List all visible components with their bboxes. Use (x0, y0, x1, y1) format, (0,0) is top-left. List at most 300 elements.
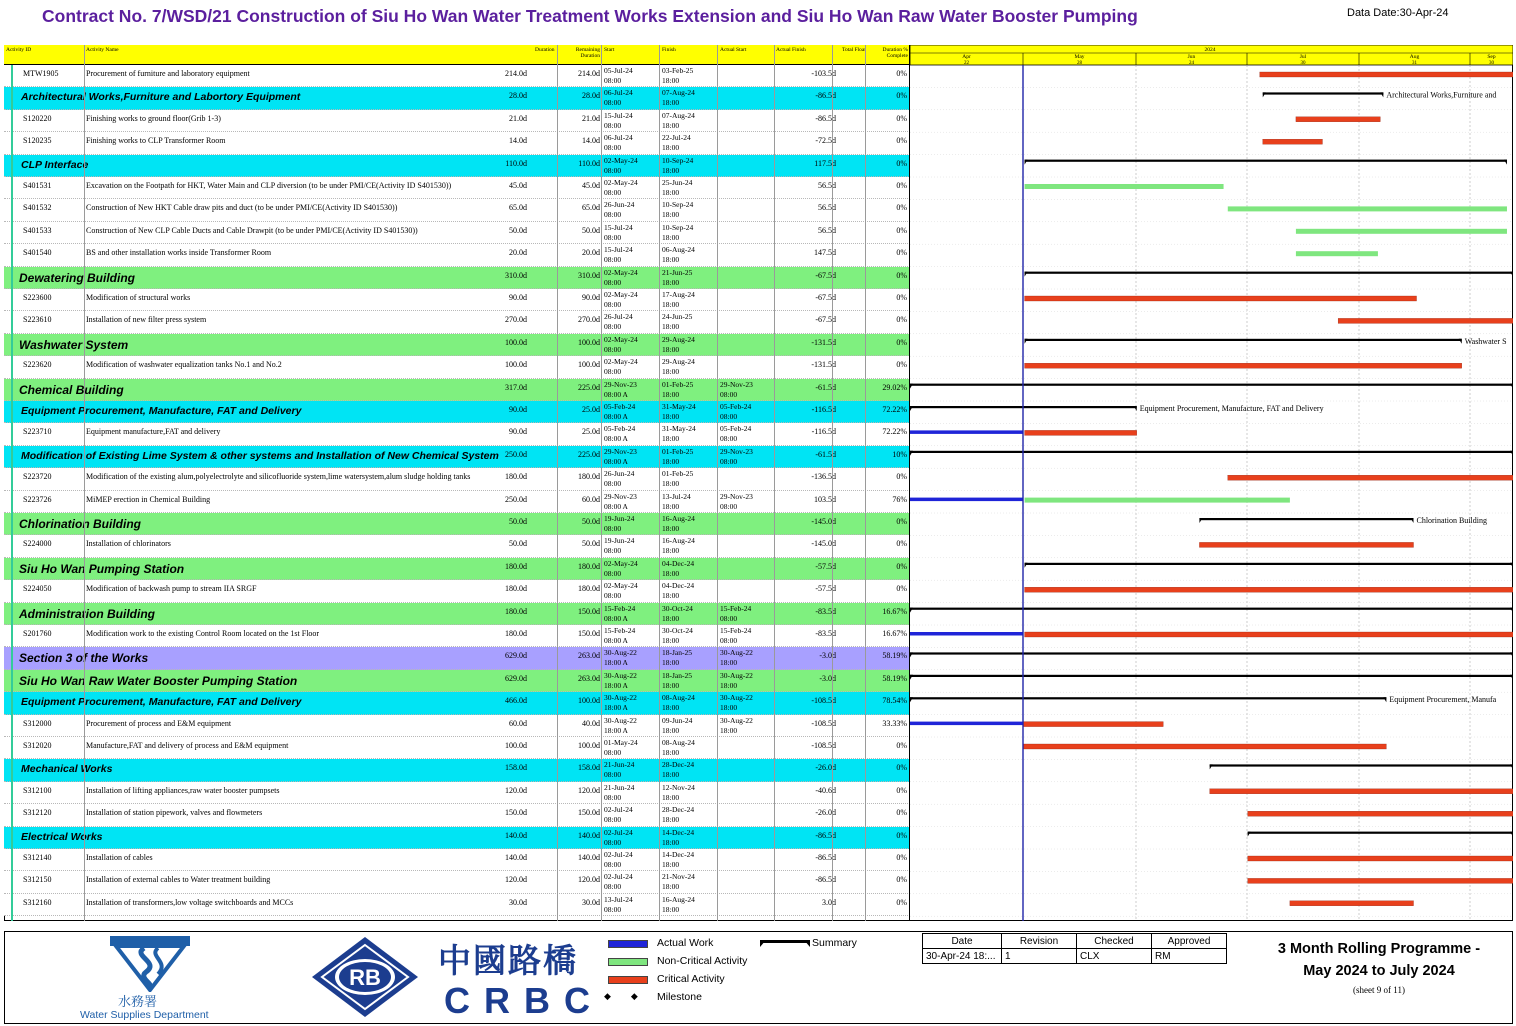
total-float-cell: -67.5d (815, 270, 836, 280)
critical-bar (1023, 744, 1387, 749)
finish-date-cell-date: 30-Oct-24 (662, 603, 693, 613)
remaining-cell: 110.0d (578, 158, 600, 168)
finish-date-cell-date: 18-Jan-25 (662, 648, 692, 658)
start-date-cell (604, 424, 635, 444)
duration-cell: 180.0d (505, 629, 527, 638)
total-float-cell: -61.5d (815, 382, 836, 392)
start-date-cell-date: 02-Jul-24 (604, 827, 633, 837)
start-date-cell (604, 693, 637, 713)
start-date-cell-date: 05-Jul-24 (604, 66, 633, 75)
col-divider (659, 45, 660, 921)
total-float-cell: -72.5d (815, 136, 836, 146)
critical-bar (1260, 72, 1513, 77)
pct-complete-cell: 0% (896, 113, 907, 123)
wbs-title: Administration Building (19, 606, 155, 621)
remaining-cell: 263.0d (578, 673, 600, 683)
total-float-cell: 103.5d (814, 494, 836, 504)
pct-complete-cell: 0% (896, 875, 907, 885)
pct-complete-cell: 58.19% (882, 673, 907, 683)
total-float-cell: -26.0d (815, 808, 836, 818)
finish-date-cell (662, 872, 695, 892)
total-float-cell: -131.5d (811, 337, 836, 347)
duration-cell: 45.0d (509, 181, 527, 190)
wbs-title: Equipment Procurement, Manufacture, FAT and Delivery (21, 405, 302, 417)
remaining-cell: 120.0d (578, 785, 600, 795)
col-header-start[interactable]: Start (604, 47, 615, 53)
actual-start-cell (720, 716, 753, 736)
col-header-remaining[interactable]: Remaining Duration (575, 47, 600, 59)
total-float-cell: 56.5d (818, 225, 836, 235)
total-float-cell: -131.5d (811, 360, 836, 370)
start-date-cell (604, 581, 638, 601)
start-date-cell-time: 08:00 (604, 479, 622, 489)
pct-complete-cell: 29.02% (882, 382, 907, 392)
pct-complete-cell: 58.19% (882, 651, 907, 661)
critical-bar (1338, 318, 1513, 323)
summary-bar (1025, 563, 1513, 565)
activity-id: S312000 (23, 718, 52, 728)
milestone-icon: ◆ ◆ (604, 991, 638, 1001)
activity-id: S224050 (23, 584, 52, 594)
activity-id: S223710 (23, 427, 52, 437)
rev-header-checked: Checked (1077, 934, 1152, 949)
total-float-cell: -40.6d (815, 785, 836, 795)
finish-date-cell (662, 88, 695, 108)
revision-value-row (923, 949, 1227, 964)
actual-start-cell (720, 604, 751, 624)
remaining-cell: 50.0d (582, 539, 600, 549)
col-header-actual-finish[interactable]: Actual Finish (776, 47, 806, 53)
finish-date-cell-time: 18:00 (662, 703, 680, 713)
pct-complete-cell: 78.54% (882, 696, 907, 706)
actual-start-cell (720, 380, 753, 400)
crbc-english-name: CRBC (444, 980, 604, 1021)
remaining-cell: 100.0d (578, 337, 600, 347)
start-date-cell-time: 08:00 (604, 322, 622, 332)
finish-date-cell (662, 760, 694, 780)
noncritical-bar (1296, 229, 1507, 234)
pct-complete-cell: 0% (896, 472, 907, 482)
summary-bar-end (1025, 339, 1028, 344)
legend-critical: Critical Activity (657, 973, 725, 985)
critical-bar (1248, 856, 1513, 861)
programme-title-line2: May 2024 to July 2024 (1303, 963, 1455, 979)
activity-id: S312140 (23, 853, 52, 862)
timescale-month-label: Jul (1299, 54, 1307, 60)
pct-complete-cell: 76% (892, 494, 907, 504)
gantt-bar-label: Equipment Procurement, Manufacture, FAT and Delivery (1139, 404, 1324, 413)
pct-complete-cell: 0% (896, 337, 907, 347)
finish-date-cell (662, 895, 695, 915)
critical-bar (1025, 587, 1513, 592)
actual-start-cell (720, 447, 753, 467)
start-date-cell-date: 02-May-24 (604, 267, 638, 277)
finish-date-cell-date: 21-Jun-25 (662, 267, 693, 277)
finish-date-cell (662, 693, 695, 713)
remaining-cell: 225.0d (578, 449, 600, 459)
duration-cell: 317.0d (505, 382, 527, 392)
finish-date-cell-time: 18:00 (662, 680, 680, 690)
legend-actual-work: Actual Work (657, 937, 714, 949)
summary-bar-end (1025, 272, 1028, 277)
rb-logo-text: RB (349, 965, 381, 990)
start-date-cell-date: 13-Jul-24 (604, 894, 633, 904)
start-date-cell-time: 08:00 (604, 210, 622, 220)
start-date-cell-date: 29-Nov-23 (604, 491, 637, 501)
finish-date-cell-time: 18:00 (662, 322, 680, 332)
total-float-cell: 147.5d (814, 248, 836, 258)
timescale-month-label: May (1074, 54, 1085, 60)
timescale-year-label: 2024 (1204, 47, 1216, 53)
start-date-cell-time: 08:00 A (604, 456, 628, 466)
start-date-cell-date: 26-Jun-24 (604, 200, 635, 210)
finish-date-cell (662, 268, 692, 288)
start-date-cell-time: 08:00 A (604, 501, 628, 511)
total-float-cell: -83.5d (815, 629, 836, 638)
actual-start-cell-time: 08:00 (720, 412, 738, 421)
activity-name: Excavation on the Footpath for HKT, Water Main and CLP diversion (to be under PMI/CE(Activity ID S401530)) (86, 181, 452, 190)
finish-date-cell-time: 18:00 (662, 748, 680, 757)
finish-date-cell-time: 18:00 (662, 837, 680, 847)
start-date-cell (604, 245, 633, 265)
finish-date-cell-time: 18:00 (662, 882, 680, 892)
rev-header-approved: Approved (1152, 934, 1227, 949)
start-date-cell-date: 02-May-24 (604, 581, 638, 591)
start-date-cell-date: 21-Jun-24 (604, 782, 635, 792)
pct-complete-cell: 0% (896, 248, 907, 258)
start-date-cell (604, 223, 633, 243)
remaining-cell: 50.0d (582, 225, 600, 235)
critical-bar (1228, 475, 1513, 480)
activity-name: Construction of New HKT Cable draw pits and duct (to be under PMI/CE(Activity ID S401530)) (86, 203, 398, 213)
col-header-name[interactable]: Activity Name (86, 47, 119, 53)
col-divider (557, 45, 558, 921)
activity-name: Installation of station pipework, valves and flowmeters (86, 808, 263, 818)
total-float-cell: -103.5d (811, 69, 836, 78)
start-date-cell-date: 02-May-24 (604, 155, 638, 165)
actual-start-cell-date: 29-Nov-23 (720, 446, 753, 456)
start-date-cell-date: 02-May-24 (604, 290, 638, 299)
finish-date-cell-date: 24-Jun-25 (662, 312, 693, 322)
start-date-cell-time: 08:00 (604, 568, 622, 578)
pct-complete-cell: 0% (896, 539, 907, 549)
finish-date-cell (662, 245, 695, 265)
remaining-cell: 150.0d (578, 808, 600, 818)
timescale-month-label: Sep (1487, 54, 1496, 60)
remaining-cell: 28.0d (582, 91, 600, 101)
timescale-month-label: Aug (1409, 54, 1420, 60)
remaining-cell: 225.0d (578, 382, 600, 392)
start-date-cell-date: 30-Aug-22 (604, 693, 637, 703)
pct-complete-cell: 16.67% (882, 629, 907, 638)
finish-date-cell-date: 29-Aug-24 (662, 357, 695, 367)
timescale-week-label: 30 (1489, 61, 1494, 66)
finish-date-cell-date: 01-Feb-25 (662, 446, 694, 456)
col-divider (832, 45, 833, 921)
finish-date-cell-date: 10-Sep-24 (662, 222, 694, 232)
start-date-cell-time: 08:00 (604, 546, 622, 556)
finish-date-cell-time: 18:00 (662, 658, 680, 668)
legend-actual-swatch (608, 940, 648, 948)
critical-bar (1199, 542, 1413, 547)
activity-name: Procurement of process and E&M equipment (86, 718, 232, 728)
start-date-cell-date: 05-Feb-24 (604, 424, 636, 434)
summary-bar-end (1248, 832, 1251, 837)
finish-date-cell-time: 18:00 (662, 412, 680, 421)
activity-id: S223720 (23, 472, 52, 482)
timescale-week-label: 22 (964, 61, 969, 66)
duration-cell: 629.0d (505, 673, 527, 683)
finish-date-cell-time: 18:00 (662, 860, 680, 869)
summary-bar-icon (760, 939, 810, 949)
finish-date-cell (662, 671, 692, 691)
summary-bar-end (910, 384, 913, 389)
remaining-cell: 263.0d (578, 651, 600, 661)
remaining-cell: 100.0d (578, 741, 600, 750)
total-float-cell: -26.0d (815, 763, 836, 773)
summary-bar (1263, 92, 1384, 94)
pct-complete-cell: 0% (896, 136, 907, 146)
finish-date-cell-date: 25-Jun-24 (662, 178, 693, 187)
finish-date-cell-date: 16-Aug-24 (662, 536, 695, 546)
critical-bar (1025, 296, 1417, 301)
actual-start-cell-time: 08:00 (720, 613, 738, 623)
rev-approved: RM (1152, 949, 1227, 964)
start-date-cell-time: 08:00 (604, 98, 622, 108)
finish-date-cell-time: 18:00 (662, 546, 680, 556)
finish-date-cell (662, 178, 692, 198)
total-float-cell: -108.5d (811, 718, 836, 728)
start-date-cell-date: 29-Nov-23 (604, 446, 637, 456)
finish-date-cell (662, 357, 695, 377)
critical-bar (1263, 139, 1323, 144)
timescale-week-label: 24 (1189, 61, 1194, 66)
critical-bar (1296, 117, 1380, 122)
actual-start-cell (720, 693, 753, 713)
finish-date-cell-date: 14-Dec-24 (662, 827, 695, 837)
duration-cell: 180.0d (505, 584, 527, 594)
finish-date-cell (662, 156, 693, 176)
activity-id: S401531 (23, 181, 52, 190)
duration-cell: 28.0d (509, 91, 527, 101)
finish-date-cell-date: 16-Aug-24 (662, 894, 695, 904)
timescale-week-label: 28 (1077, 61, 1082, 66)
actual-start-cell-date: 05-Feb-24 (720, 402, 752, 411)
summary-bar-end (910, 675, 913, 680)
noncritical-bar (1296, 251, 1378, 256)
remaining-cell: 25.0d (582, 427, 600, 437)
finish-date-cell (662, 133, 691, 153)
start-date-cell-date: 15-Jul-24 (604, 110, 633, 120)
pct-complete-cell: 10% (892, 449, 907, 459)
total-float-cell: -86.5d (815, 91, 836, 101)
pct-complete-cell: 0% (896, 808, 907, 818)
total-float-cell: -57.5d (815, 561, 836, 571)
wsd-logo-icon (108, 934, 192, 992)
start-date-cell (604, 783, 634, 803)
legend-noncritical-swatch (608, 958, 648, 966)
start-date-cell-date: 02-May-24 (604, 178, 638, 187)
summary-bar-end (1199, 518, 1202, 523)
timescale-month-label: Apr (962, 54, 971, 60)
wbs-title: Dewatering Building (19, 270, 136, 285)
start-date-cell (604, 760, 634, 780)
duration-cell: 120.0d (505, 785, 527, 795)
remaining-cell: 140.0d (578, 853, 600, 862)
wbs-title: Washwater System (19, 337, 129, 352)
duration-cell: 90.0d (509, 405, 527, 414)
total-float-cell: -3.0d (819, 673, 836, 683)
remaining-cell: 40.0d (582, 718, 600, 728)
finish-date-cell-date: 07-Aug-24 (662, 88, 695, 98)
wbs-title: Siu Ho Wan Raw Water Booster Pumping Station (19, 673, 298, 688)
actual-start-cell-time: 18:00 (720, 658, 738, 668)
finish-date-cell-time: 18:00 (662, 479, 680, 489)
total-float-cell: -108.5d (811, 696, 836, 706)
duration-cell: 180.0d (505, 606, 527, 616)
start-date-cell-time: 08:00 (604, 120, 622, 130)
finish-date-cell-time: 18:00 (662, 344, 680, 354)
start-date-cell-date: 26-Jul-24 (604, 312, 633, 322)
actual-start-cell-date: 29-Nov-23 (720, 379, 753, 389)
remaining-cell: 310.0d (578, 270, 600, 280)
actual-start-cell (720, 424, 751, 444)
summary-bar (1248, 832, 1513, 834)
finish-date-cell-date: 12-Nov-24 (662, 782, 695, 792)
summary-bar-end (1025, 160, 1028, 165)
activity-id: MTW1905 (23, 69, 59, 78)
critical-bar (1248, 811, 1513, 816)
col-header-finish[interactable]: Finish (662, 47, 676, 53)
start-date-cell (604, 268, 638, 288)
timescale-week-label: 30 (1300, 61, 1306, 66)
gantt-bar-label: Chlorination Building (1416, 516, 1487, 525)
start-date-cell-date: 02-Jul-24 (604, 850, 633, 859)
finish-date-cell-time: 18:00 (662, 367, 680, 377)
col-header-actual-start[interactable]: Actual Start (720, 47, 747, 53)
activity-id: S120220 (23, 113, 52, 123)
finish-date-cell-time: 18:00 (662, 501, 680, 511)
wbs-title: Architectural Works,Furniture and Labortory Equipment (21, 91, 301, 104)
duration-cell: 65.0d (509, 203, 527, 213)
total-float-cell: 56.5d (818, 181, 836, 190)
actual-start-cell (720, 626, 751, 646)
activity-name: BS and other installation works inside Transformer Room (86, 248, 272, 258)
start-date-cell-time: 08:00 (604, 591, 622, 601)
gantt-bar-label: Architectural Works,Furniture and (1386, 90, 1497, 100)
left-indent-stripe (11, 65, 13, 921)
start-date-cell (604, 111, 633, 131)
activity-name: Modification of structural works (86, 293, 191, 302)
finish-date-cell-date: 17-Aug-24 (662, 290, 695, 299)
total-float-cell: -116.5d (811, 405, 836, 414)
legend-milestone: Milestone (657, 991, 702, 1003)
finish-date-cell-date: 04-Dec-24 (662, 581, 695, 591)
finish-date-cell-date: 28-Dec-24 (662, 760, 695, 770)
activity-name: Installation of cables (86, 853, 153, 862)
duration-cell: 140.0d (505, 830, 527, 840)
finish-date-cell-time: 18:00 (662, 98, 680, 108)
finish-date-cell-time: 18:00 (662, 210, 680, 220)
col-divider (84, 45, 85, 921)
activity-id: S223610 (23, 315, 52, 325)
finish-date-cell-time: 18:00 (662, 434, 680, 444)
finish-date-cell-date: 01-Feb-25 (662, 379, 694, 389)
col-header-id[interactable]: Activity ID (6, 47, 32, 53)
summary-bar (910, 384, 1513, 386)
finish-date-cell-time: 18:00 (662, 815, 680, 825)
duration-cell: 270.0d (505, 315, 527, 325)
start-date-cell (604, 895, 633, 915)
finish-date-cell-date: 08-Aug-24 (662, 693, 695, 703)
actual-start-cell-date: 29-Nov-23 (720, 491, 753, 501)
finish-date-cell-time: 18:00 (662, 524, 680, 533)
duration-cell: 629.0d (505, 651, 527, 661)
start-date-cell (604, 828, 633, 848)
critical-bar (1025, 430, 1137, 435)
actual-start-cell-date: 05-Feb-24 (720, 424, 752, 434)
duration-cell: 214.0d (505, 69, 527, 78)
total-float-cell: -83.5d (815, 606, 836, 616)
critical-bar (1025, 632, 1513, 637)
summary-bar (910, 608, 1513, 610)
finish-date-cell-time: 18:00 (662, 277, 680, 287)
col-header-pct[interactable]: Duration % Complete (882, 47, 908, 59)
actual-start-cell-time: 08:00 (720, 501, 738, 511)
col-header-total-float[interactable]: Total Float (842, 47, 866, 53)
start-date-cell (604, 469, 634, 489)
pct-complete-cell: 0% (896, 561, 907, 571)
actual-start-cell-time: 08:00 (720, 456, 738, 466)
col-header-duration[interactable]: Duration (535, 47, 555, 53)
duration-cell: 20.0d (509, 248, 527, 258)
duration-cell: 158.0d (505, 763, 527, 773)
wbs-title: Equipment Procurement, Manufacture, FAT and Delivery (21, 696, 302, 709)
finish-date-cell-time: 18:00 (662, 76, 680, 85)
activity-name: Equipment manufacture,FAT and delivery (86, 427, 221, 437)
duration-cell: 50.0d (509, 225, 527, 235)
finish-date-cell-date: 30-Oct-24 (662, 626, 693, 635)
start-date-cell-date: 26-Jun-24 (604, 469, 635, 479)
duration-cell: 110.0d (505, 158, 527, 168)
noncritical-bar (1025, 498, 1290, 503)
col-divider (601, 45, 602, 921)
activity-id: S120235 (23, 136, 52, 146)
rev-header-date: Date (923, 934, 1002, 949)
noncritical-bar (1025, 184, 1224, 189)
remaining-cell: 100.0d (578, 360, 600, 370)
remaining-cell: 100.0d (578, 696, 600, 706)
activity-id: S201760 (23, 629, 52, 638)
total-float-cell: 117.5d (814, 158, 836, 168)
noncritical-bar (1228, 206, 1507, 211)
start-date-cell-time: 08:00 (604, 300, 622, 309)
duration-cell: 90.0d (509, 293, 527, 302)
start-date-cell (604, 626, 635, 646)
pct-complete-cell: 0% (896, 91, 907, 101)
start-date-cell-date: 02-Jul-24 (604, 872, 633, 882)
remaining-cell: 20.0d (582, 248, 600, 258)
pct-complete-cell: 0% (896, 203, 907, 213)
total-float-cell: -86.5d (815, 853, 836, 862)
total-float-cell: -86.5d (815, 875, 836, 885)
duration-cell: 310.0d (505, 270, 527, 280)
summary-bar (1210, 764, 1513, 766)
duration-cell: 466.0d (505, 696, 527, 706)
actual-start-cell (720, 402, 751, 422)
remaining-cell: 214.0d (578, 69, 600, 78)
summary-bar-end (910, 406, 913, 411)
